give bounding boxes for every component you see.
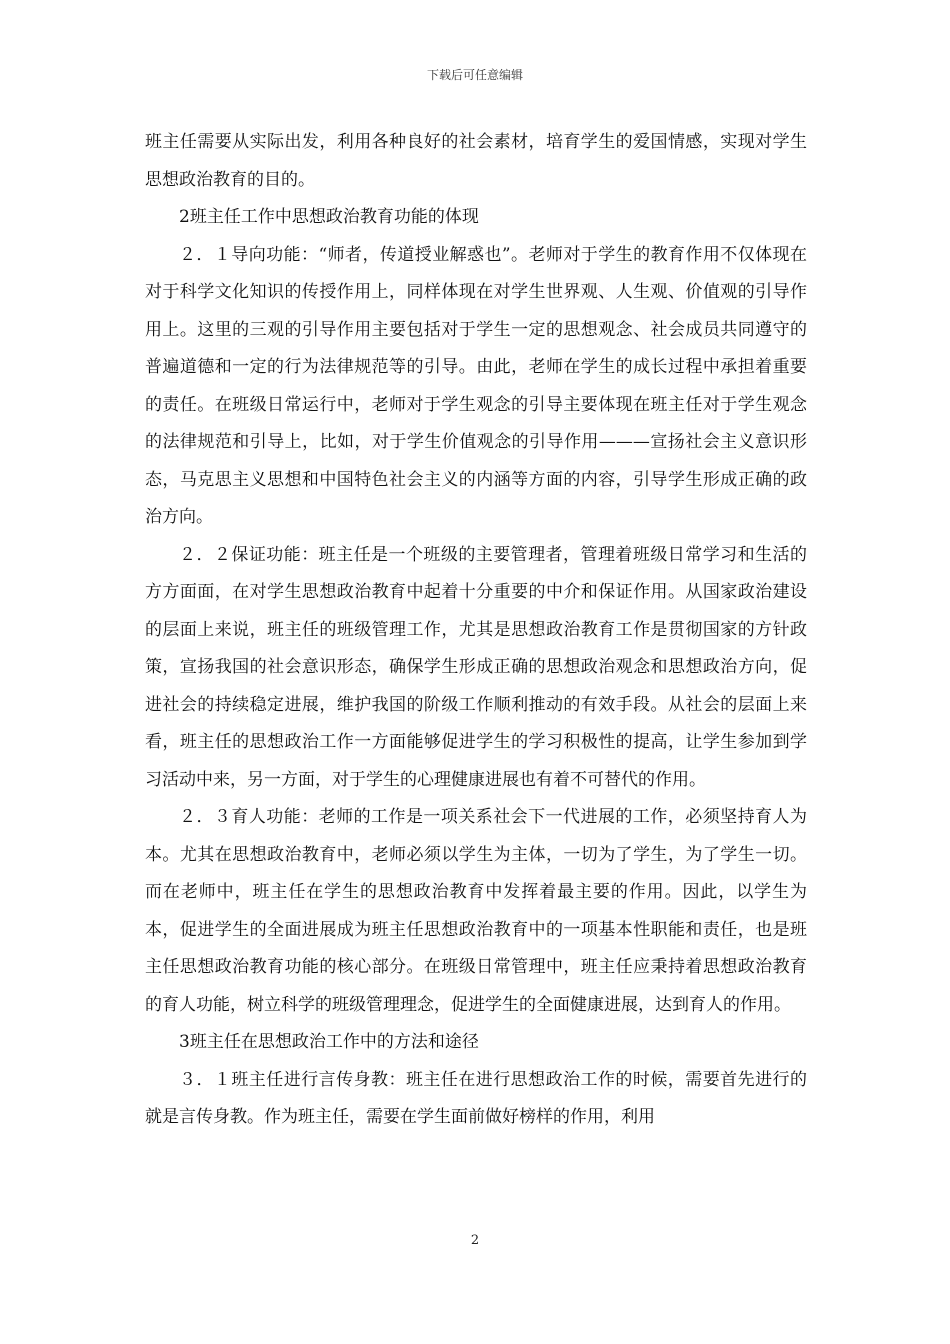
paragraph-guidance-function: ２．１导向功能：“师者，传道授业解惑也”。老师对于学生的教育作用不仅体现在对于科学文化知识的传授作用上，同样体现在对学生世界观、人生观、价值观的引导作用上。这里的三观的引导作用主要包括对于学生一定的思想观念、社会成员共同遵守的普遍道德和一定的行为法律规范等的引导。由此，老师在学生的成长过程中承担着重要的责任。在班级日常运行中，老师对于学生观念的引导主要体现在班主任对于学生观念的法律规范和引导上，比如，对于学生价值观念的引导作用———宣扬社会主义意识形态，马克思主义思想和中国特色社会主义的内涵等方面的内容，引导学生形成正确的政治方向。 [145, 244, 807, 527]
section-heading-3: 3班主任在思想政治工作中的方法和途径 [179, 1032, 479, 1052]
paragraph-continuation: 班主任需要从实际出发，利用各种良好的社会素材，培育学生的爱国情感，实现对学生思想政治教育的目的。 [145, 132, 807, 190]
section-heading-2: 2班主任工作中思想政治教育功能的体现 [179, 207, 479, 227]
page-header: 下载后可任意编辑 [426, 68, 523, 82]
document-body [145, 124, 807, 1137]
page-number: 2 [470, 1233, 480, 1248]
paragraph-lead-by-example: ３．１班主任进行言传身教：班主任在进行思想政治工作的时候，需要首先进行的就是言传身教。作为班主任，需要在学生面前做好榜样的作用，利用 [145, 1069, 807, 1127]
paragraph-guarantee-function: ２．２保证功能：班主任是一个班级的主要管理者，管理着班级日常学习和生活的方方面面，在对学生思想政治教育中起着十分重要的中介和保证作用。从国家政治建设的层面上来说，班主任的班级管理工作，尤其是思想政治教育工作是贯彻国家的方针政策，宣扬我国的社会意识形态，确保学生形成正确的思想政治观念和思想政治方向，促进社会的持续稳定进展，维护我国的阶级工作顺利推动的有效手段。从社会的层面上来看，班主任的思想政治工作一方面能够促进学生的学习积极性的提高，让学生参加到学习活动中来，另一方面，对于学生的心理健康进展也有着不可替代的作用。 [145, 544, 807, 790]
paragraph-education-function: ２．３育人功能：老师的工作是一项关系社会下一代进展的工作，必须坚持育人为本。尤其在思想政治教育中，老师必须以学生为主体，一切为了学生，为了学生一切。而在老师中，班主任在学生的思想政治教育中发挥着最主要的作用。因此，以学生为本，促进学生的全面进展成为班主任思想政治教育中的一项基本性职能和责任，也是班主任思想政治教育功能的核心部分。在班级日常管理中，班主任应秉持着思想政治教育的育人功能，树立科学的班级管理理念，促进学生的全面健康进展，达到育人的作用。 [145, 807, 807, 1015]
